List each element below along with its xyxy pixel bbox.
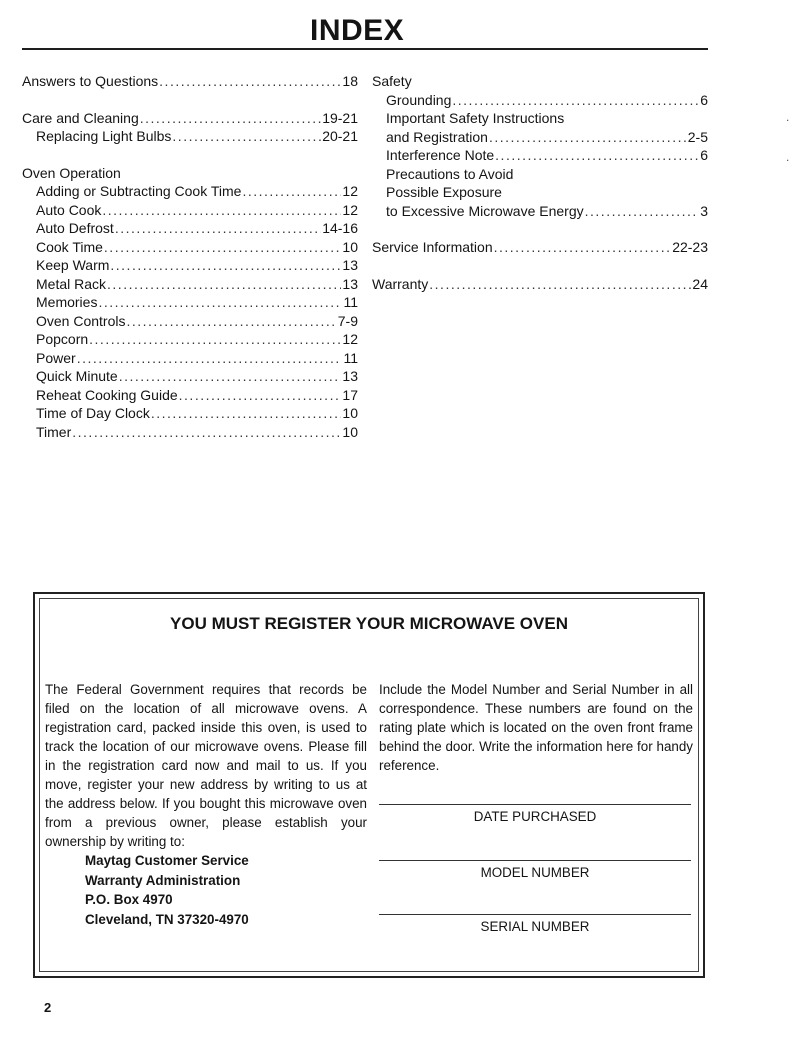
field-label: SERIAL NUMBER xyxy=(480,919,590,934)
margin-mark: . xyxy=(786,150,790,164)
index-entry xyxy=(22,367,358,386)
index-entry xyxy=(22,349,358,368)
entry-page: 2-5 xyxy=(687,128,708,145)
registration-instructions: The Federal Government requires that records be filed on the location of all microwave ovens. A registration card, packed inside this oven, is used to track the location of our microwave ovens. Please fill in the registration card now and mail to us. If you move, register your new address by writing to us at the address below. If you bought this microwave oven from a previous owner, please establish your ownership by writing to: xyxy=(45,682,367,849)
registration-title: YOU MUST REGISTER YOUR MICROWAVE OVEN xyxy=(170,614,568,633)
index-entry xyxy=(22,275,358,294)
index-entry xyxy=(22,330,358,349)
write-in-line xyxy=(379,860,691,861)
index-entry xyxy=(22,182,358,201)
entry-page: 12 xyxy=(342,201,358,218)
page-title: INDEX xyxy=(310,14,405,47)
entry-label: Keep Warm xyxy=(36,257,110,273)
index-entry xyxy=(22,386,358,405)
entry-label: Oven Controls xyxy=(36,312,126,329)
index-entry xyxy=(22,201,358,220)
index-entry xyxy=(22,72,358,91)
index-entry xyxy=(372,91,708,110)
entry-page: 14-16 xyxy=(322,220,358,236)
mailing-address xyxy=(45,851,367,929)
entry-label: Quick Minute xyxy=(36,368,118,384)
entry-label: Power xyxy=(36,349,76,366)
index-entry xyxy=(372,146,708,165)
entry-page: 6 xyxy=(700,147,708,163)
entry-page: 18 xyxy=(342,73,358,89)
entry-page: 7-9 xyxy=(337,312,358,329)
entry-page: 10 xyxy=(342,405,358,421)
entry-page: 6 xyxy=(700,91,708,108)
entry-page: 11 xyxy=(343,294,358,310)
entry-label: Warranty xyxy=(372,275,429,292)
serial-number-field xyxy=(379,914,691,934)
index-entry-line: Possible Exposure xyxy=(386,184,502,200)
index-group xyxy=(372,275,708,294)
entry-page: 24 xyxy=(692,275,708,292)
entry-page: 12 xyxy=(342,331,358,347)
index-left-column xyxy=(22,72,358,459)
entry-page: 20-21 xyxy=(322,128,358,144)
entry-page: 17 xyxy=(342,386,358,403)
entry-label: Service Information xyxy=(372,239,493,255)
index-entry xyxy=(22,423,358,442)
entry-label: Reheat Cooking Guide xyxy=(36,386,178,403)
oven-operation-entries xyxy=(22,182,358,441)
index-entry xyxy=(372,275,708,294)
index-entry xyxy=(22,238,358,257)
index-group-safety xyxy=(372,72,708,220)
index-group xyxy=(22,72,358,91)
entry-label: Timer xyxy=(36,423,72,440)
registration-box xyxy=(33,592,705,978)
index-entry xyxy=(22,109,358,128)
date-purchased-field xyxy=(379,804,691,824)
index-entry xyxy=(22,219,358,238)
entry-page: 3 xyxy=(700,202,708,219)
index-entry xyxy=(372,202,708,221)
entry-label: Interference Note xyxy=(386,147,495,163)
entry-page: 11 xyxy=(343,349,358,366)
entry-label: Metal Rack xyxy=(36,275,107,292)
index-heading: Safety xyxy=(372,73,412,89)
index-right-column xyxy=(372,72,708,311)
title-divider xyxy=(22,48,708,50)
model-serial-instructions: Include the Model Number and Serial Number in all correspondence. These numbers are found on the rating plate which is located on the oven front frame behind the door. Write the information here for handy reference. xyxy=(379,682,693,773)
entry-label: Adding or Subtracting Cook Time xyxy=(36,183,242,199)
entry-label: Time of Day Clock xyxy=(36,405,150,421)
entry-label: Memories xyxy=(36,294,98,310)
entry-label: Auto Defrost xyxy=(36,220,114,236)
field-label: MODEL NUMBER xyxy=(480,865,590,880)
address-line: Cleveland, TN 37320-4970 xyxy=(85,911,249,927)
entry-label: Cook Time xyxy=(36,238,103,255)
registration-right-column xyxy=(379,680,693,775)
index-entry xyxy=(22,256,358,275)
index-entry-line: Important Safety Instructions xyxy=(386,110,565,126)
entry-page: 13 xyxy=(342,368,358,384)
index-entry xyxy=(372,128,708,147)
index-entry xyxy=(22,404,358,423)
entry-label: Answers to Questions xyxy=(22,73,159,89)
entry-page: 12 xyxy=(342,183,358,199)
address-line: Warranty Administration xyxy=(85,872,241,888)
index-entry xyxy=(372,238,708,257)
entry-page: 10 xyxy=(342,423,358,440)
entry-page: 22-23 xyxy=(672,239,708,255)
index-group xyxy=(372,238,708,257)
address-line: P.O. Box 4970 xyxy=(85,892,173,907)
write-in-line xyxy=(379,914,691,915)
entry-page: 13 xyxy=(342,257,358,273)
address-line: Maytag Customer Service xyxy=(85,853,249,868)
index-entry xyxy=(22,293,358,312)
index-heading: Oven Operation xyxy=(22,164,121,181)
index-entry xyxy=(22,312,358,331)
entry-label: Grounding xyxy=(386,91,452,108)
entry-label: Auto Cook xyxy=(36,201,102,218)
entry-label: to Excessive Microwave Energy xyxy=(386,202,584,219)
entry-label: Replacing Light Bulbs xyxy=(36,128,172,144)
margin-mark: . xyxy=(786,110,790,124)
field-label: DATE PURCHASED xyxy=(473,809,597,824)
index-entry-line: Precautions to Avoid xyxy=(386,165,514,182)
entry-label: and Registration xyxy=(386,128,488,145)
entry-page: 13 xyxy=(342,275,358,292)
entry-label: Popcorn xyxy=(36,331,89,347)
page-number: 2 xyxy=(44,1000,52,1015)
index-entry xyxy=(22,127,358,146)
registration-left-column xyxy=(45,680,367,929)
entry-page: 19-21 xyxy=(322,109,358,126)
index-group xyxy=(22,109,358,146)
entry-page: 10 xyxy=(342,238,358,255)
model-number-field xyxy=(379,860,691,880)
write-in-line xyxy=(379,804,691,805)
entry-label: Care and Cleaning xyxy=(22,109,139,126)
index-group-oven-operation xyxy=(22,164,358,442)
